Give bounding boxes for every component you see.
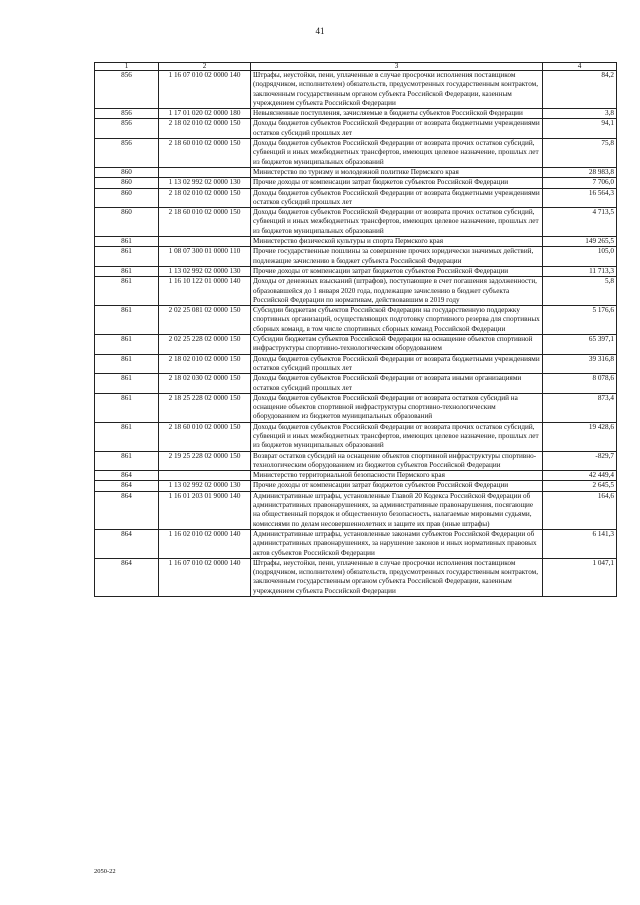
- column-header-4: 4: [543, 63, 617, 71]
- amount-cell: 6 141,3: [543, 529, 617, 558]
- document-code: 2050-22: [94, 868, 116, 875]
- budget-code-cell: 1 16 02 010 02 0000 140: [159, 529, 251, 558]
- revenue-name-cell: Министерство территориальной безопасности Пермского края: [251, 471, 543, 481]
- budget-code-cell: [159, 167, 251, 177]
- column-header-1: 1: [95, 63, 159, 71]
- admin-code-cell: 861: [95, 306, 159, 335]
- amount-cell: 149 265,5: [543, 237, 617, 247]
- amount-cell: 42 449,4: [543, 471, 617, 481]
- table-row: [95, 139, 617, 168]
- admin-code-cell: 861: [95, 393, 159, 422]
- revenue-name-cell: Доходы бюджетов субъектов Российской Федерации от возврата остатков субсидий на оснащение объектов спортивной инфраструктуры спортивно-технологическим оборудованием из бюджетов муниципальных образований: [251, 393, 543, 422]
- amount-cell: 75,8: [543, 139, 617, 168]
- table-row: [95, 374, 617, 394]
- revenue-name-cell: Субсидии бюджетам субъектов Российской Федерации на оснащение объектов спортивной инфраструктуры спортивно-технологическим оборудованием: [251, 335, 543, 355]
- admin-code-cell: 860: [95, 178, 159, 188]
- table-row: [95, 247, 617, 267]
- amount-cell: 4 713,5: [543, 208, 617, 237]
- table-row: [95, 208, 617, 237]
- revenue-name-cell: Прочие доходы от компенсации затрат бюджетов субъектов Российской Федерации: [251, 178, 543, 188]
- revenue-name-cell: Субсидии бюджетам субъектов Российской Федерации на государственную поддержку спортивных организаций, осуществляющих подготовку спортивного резерва для спортивных сборных команд, в том числе спортивных сборных команд Российской Федерации: [251, 306, 543, 335]
- budget-code-cell: 2 18 60 010 02 0000 150: [159, 208, 251, 237]
- budget-code-cell: 2 18 02 010 02 0000 150: [159, 119, 251, 139]
- table-row: [95, 178, 617, 188]
- revenue-name-cell: Административные штрафы, установленные законами субъектов Российской Федерации об административных правонарушениях, за нарушение законов и иных нормативных правовых актов субъектов Российской Федерации: [251, 529, 543, 558]
- budget-code-cell: 2 18 02 010 02 0000 150: [159, 354, 251, 374]
- ministry-row: [95, 471, 617, 481]
- revenue-name-cell: Министерство по туризму и молодежной политике Пермского края: [251, 167, 543, 177]
- page-number: 41: [315, 26, 325, 36]
- amount-cell: -829,7: [543, 451, 617, 471]
- budget-code-cell: 2 18 02 010 02 0000 150: [159, 188, 251, 208]
- revenue-table: [94, 62, 617, 597]
- revenue-name-cell: Административные штрафы, установленные Главой 20 Кодекса Российской Федерации об административных правонарушениях, за административные правонарушения, посягающие на общественный порядок и общественную безопасность, налагаемые мировыми судьями, комиссиями по делам несовершеннолетних и защите их прав (иные штрафы): [251, 491, 543, 529]
- budget-code-cell: [159, 471, 251, 481]
- amount-cell: 28 983,8: [543, 167, 617, 177]
- table-row: [95, 354, 617, 374]
- revenue-name-cell: Доходы от денежных взысканий (штрафов), поступающие в счет погашения задолженности, образовавшейся до 1 января 2020 года, подлежащие зачислению в бюджет субъекта Российской Федерации по нормативам, действовавшим в 2019 году: [251, 277, 543, 306]
- table-row: [95, 481, 617, 491]
- budget-code-cell: 1 13 02 992 02 0000 130: [159, 178, 251, 188]
- amount-cell: 5,8: [543, 277, 617, 306]
- column-header-3: 3: [251, 63, 543, 71]
- table-row: [95, 335, 617, 355]
- budget-code-cell: 1 16 01 203 01 9000 140: [159, 491, 251, 529]
- revenue-name-cell: Прочие доходы от компенсации затрат бюджетов субъектов Российской Федерации: [251, 266, 543, 276]
- table-row: [95, 188, 617, 208]
- table-row: [95, 119, 617, 139]
- revenue-name-cell: Штрафы, неустойки, пени, уплаченные в случае просрочки исполнения поставщиком (подрядчиком, исполнителем) обязательств, предусмотренных государственным контрактом, заключенным государственным органом субъекта Российской Федерации, казенным учреждением субъекта Российской Федерации: [251, 71, 543, 109]
- column-header-2: 2: [159, 63, 251, 71]
- amount-cell: 11 713,3: [543, 266, 617, 276]
- amount-cell: 8 078,6: [543, 374, 617, 394]
- admin-code-cell: 861: [95, 374, 159, 394]
- admin-code-cell: 861: [95, 266, 159, 276]
- admin-code-cell: 860: [95, 167, 159, 177]
- revenue-name-cell: Невыясненные поступления, зачисляемые в бюджеты субъектов Российской Федерации: [251, 109, 543, 119]
- amount-cell: 94,1: [543, 119, 617, 139]
- admin-code-cell: 861: [95, 247, 159, 267]
- revenue-name-cell: Прочие доходы от компенсации затрат бюджетов субъектов Российской Федерации: [251, 481, 543, 491]
- revenue-name-cell: Министерство физической культуры и спорта Пермского края: [251, 237, 543, 247]
- budget-code-cell: 1 16 07 010 02 0000 140: [159, 558, 251, 596]
- revenue-name-cell: Доходы бюджетов субъектов Российской Федерации от возврата прочих остатков субсидий, субвенций и иных межбюджетных трансфертов, имеющих целевое назначение, прошлых лет из бюджетов муниципальных образований: [251, 422, 543, 451]
- budget-code-cell: 1 13 02 992 02 0000 130: [159, 266, 251, 276]
- table-row: [95, 529, 617, 558]
- admin-code-cell: 856: [95, 109, 159, 119]
- budget-code-cell: 1 16 07 010 02 0000 140: [159, 71, 251, 109]
- table-body: [95, 71, 617, 597]
- table-row: [95, 266, 617, 276]
- revenue-name-cell: Доходы бюджетов субъектов Российской Федерации от возврата прочих остатков субсидий, субвенций и иных межбюджетных трансфертов, имеющих целевое назначение, прошлых лет из бюджетов муниципальных образований: [251, 139, 543, 168]
- revenue-name-cell: Прочие государственные пошлины за совершение прочих юридически значимых действий, подлежащие зачислению в бюджет субъекта Российской Федерации: [251, 247, 543, 267]
- table-row: [95, 277, 617, 306]
- amount-cell: 3,8: [543, 109, 617, 119]
- budget-code-cell: 1 13 02 992 02 0000 130: [159, 481, 251, 491]
- table-row: [95, 71, 617, 109]
- table-row: [95, 558, 617, 596]
- budget-code-cell: 2 18 25 228 02 0000 150: [159, 393, 251, 422]
- admin-code-cell: 856: [95, 139, 159, 168]
- revenue-name-cell: Доходы бюджетов субъектов Российской Федерации от возврата бюджетными учреждениями остатков субсидий прошлых лет: [251, 354, 543, 374]
- revenue-name-cell: Доходы бюджетов субъектов Российской Федерации от возврата бюджетными учреждениями остатков субсидий прошлых лет: [251, 188, 543, 208]
- amount-cell: 105,0: [543, 247, 617, 267]
- budget-code-cell: 2 18 60 010 02 0000 150: [159, 139, 251, 168]
- table-row: [95, 109, 617, 119]
- budget-code-cell: 2 02 25 228 02 0000 150: [159, 335, 251, 355]
- admin-code-cell: 861: [95, 451, 159, 471]
- amount-cell: 19 428,6: [543, 422, 617, 451]
- amount-cell: 65 397,1: [543, 335, 617, 355]
- revenue-name-cell: Доходы бюджетов субъектов Российской Федерации от возврата иными организациями остатков субсидий прошлых лет: [251, 374, 543, 394]
- admin-code-cell: 861: [95, 335, 159, 355]
- admin-code-cell: 864: [95, 558, 159, 596]
- admin-code-cell: 861: [95, 277, 159, 306]
- amount-cell: 16 564,3: [543, 188, 617, 208]
- admin-code-cell: 864: [95, 529, 159, 558]
- admin-code-cell: 861: [95, 354, 159, 374]
- revenue-name-cell: Доходы бюджетов субъектов Российской Федерации от возврата бюджетными учреждениями остатков субсидий прошлых лет: [251, 119, 543, 139]
- admin-code-cell: 856: [95, 71, 159, 109]
- amount-cell: 873,4: [543, 393, 617, 422]
- table-header-row: [95, 63, 617, 71]
- table-row: [95, 306, 617, 335]
- budget-code-cell: 2 02 25 081 02 0000 150: [159, 306, 251, 335]
- ministry-row: [95, 167, 617, 177]
- revenue-name-cell: Возврат остатков субсидий на оснащение объектов спортивной инфраструктуры спортивно-технологическим оборудованием из бюджетов субъектов Российской Федерации: [251, 451, 543, 471]
- budget-code-cell: 1 17 01 020 02 0000 180: [159, 109, 251, 119]
- amount-cell: 7 706,0: [543, 178, 617, 188]
- budget-code-cell: 2 18 60 010 02 0000 150: [159, 422, 251, 451]
- admin-code-cell: 861: [95, 237, 159, 247]
- admin-code-cell: 864: [95, 471, 159, 481]
- amount-cell: 1 047,1: [543, 558, 617, 596]
- amount-cell: 5 176,6: [543, 306, 617, 335]
- table-row: [95, 422, 617, 451]
- admin-code-cell: 860: [95, 188, 159, 208]
- admin-code-cell: 864: [95, 491, 159, 529]
- amount-cell: 164,6: [543, 491, 617, 529]
- budget-code-cell: [159, 237, 251, 247]
- amount-cell: 2 645,5: [543, 481, 617, 491]
- admin-code-cell: 861: [95, 422, 159, 451]
- revenue-name-cell: Штрафы, неустойки, пени, уплаченные в случае просрочки исполнения поставщиком (подрядчиком, исполнителем) обязательств, предусмотренных государственным контрактом, заключенным государственным органом субъекта Российской Федерации, казенным учреждением субъекта Российской Федерации: [251, 558, 543, 596]
- admin-code-cell: 860: [95, 208, 159, 237]
- table-row: [95, 393, 617, 422]
- budget-code-cell: 1 16 10 122 01 0000 140: [159, 277, 251, 306]
- table-row: [95, 491, 617, 529]
- ministry-row: [95, 237, 617, 247]
- revenue-name-cell: Доходы бюджетов субъектов Российской Федерации от возврата прочих остатков субсидий, субвенций и иных межбюджетных трансфертов, имеющих целевое назначение, прошлых лет из бюджетов муниципальных образований: [251, 208, 543, 237]
- admin-code-cell: 864: [95, 481, 159, 491]
- budget-code-cell: 1 08 07 300 01 0000 110: [159, 247, 251, 267]
- table-row: [95, 451, 617, 471]
- admin-code-cell: 856: [95, 119, 159, 139]
- budget-code-cell: 2 19 25 228 02 0000 150: [159, 451, 251, 471]
- amount-cell: 39 316,8: [543, 354, 617, 374]
- budget-code-cell: 2 18 02 030 02 0000 150: [159, 374, 251, 394]
- amount-cell: 84,2: [543, 71, 617, 109]
